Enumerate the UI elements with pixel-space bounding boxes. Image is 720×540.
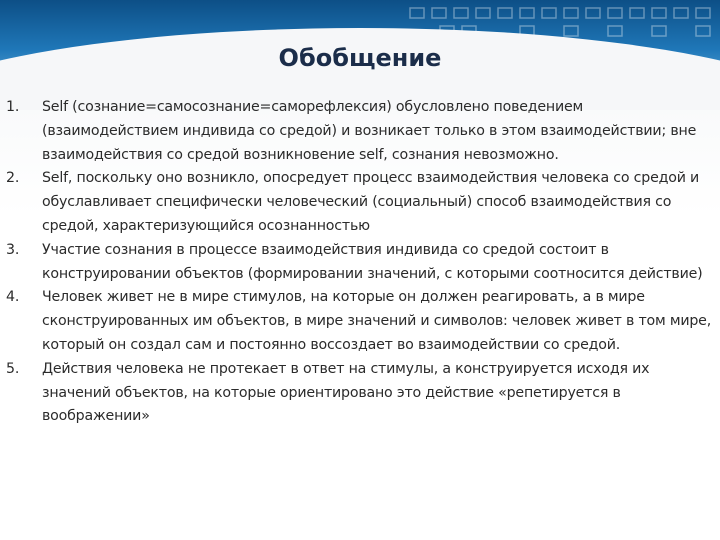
list-item bbox=[0, 96, 715, 167]
list-item-text: Self (сознание=самосознание=саморефлексия) обусловлено поведением (взаимодействием индивида со средой) и возникает только в этом взаимодействии; вне взаимодействия со средой возникновение self, сознания невозможно. bbox=[42, 99, 697, 163]
list-item-number: 1. bbox=[6, 99, 20, 115]
list-item-text: Участие сознания в процессе взаимодействия индивида со средой состоит в конструировании объектов (формировании значений, с которыми соотносится действие) bbox=[42, 241, 703, 282]
list-item bbox=[0, 239, 715, 287]
list-item-text: Действия человека не протекает в ответ на стимулы, а конструируется исходя их значений объектов, на которые ориентировано это действие «репетируется в воображении» bbox=[42, 360, 650, 425]
list-item bbox=[0, 358, 715, 429]
content-list bbox=[0, 96, 715, 429]
list-item-number: 2. bbox=[6, 170, 20, 187]
list-item-number: 4. bbox=[6, 289, 20, 306]
slide-title: Обобщение bbox=[278, 44, 442, 72]
list-item-number: 5. bbox=[6, 360, 20, 377]
list-item-text: Self, поскольку оно возникло, опосредует процесс взаимодействия человека со средой и обуславливает специфически человеческий (социальный) способ взаимодействия со средой, характеризующийся осознанностью bbox=[42, 170, 700, 234]
list-item-number: 3. bbox=[6, 241, 20, 258]
list-item-text: Человек живет не в мире стимулов, на которые он должен реагировать, а в мире сконструированных им объектов, в мире значений и символов: человек живет в том мире, который он создал сам и постоянно воссоздает во взаимодействии со средой. bbox=[42, 289, 712, 353]
list-item bbox=[0, 167, 715, 238]
list-item bbox=[0, 286, 715, 357]
